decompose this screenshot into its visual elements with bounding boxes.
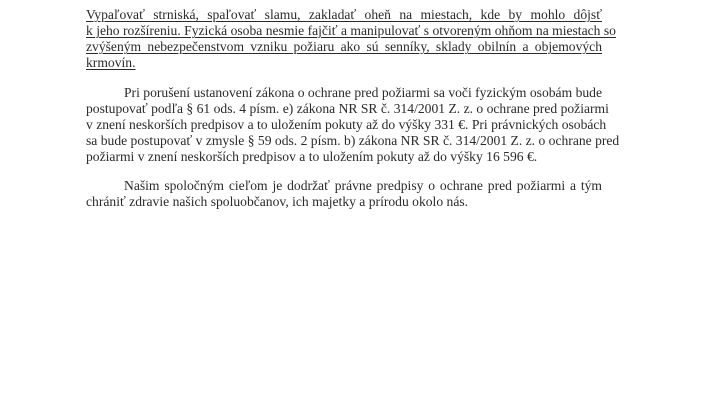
paragraph-line: chrániť zdravie našich spoluobčanov, ich majetky a prírodu okolo nás. — [86, 194, 469, 209]
paragraph-line: k jeho rozšíreniu. Fyzická osoba nesmie fajčiť a manipulovať s otvoreným ohňom na miestach so — [86, 23, 616, 38]
paragraph-line: zvýšeným nebezpečenstvom vzniku požiaru ako sú senníky, sklady obilnín a objemových — [86, 39, 602, 54]
paragraph-line: sa bude postupovať v zmysle § 59 ods. 2 písm. b) zákona NR SR č. 314/2001 Z. z. o ochrane pred — [86, 133, 620, 148]
paragraph-line: Našim spoločným cieľom je dodržať právne predpisy o ochrane pred požiarmi a tým — [124, 178, 602, 193]
paragraph-line: postupovať podľa § 61 ods. 4 písm. e) zákona NR SR č. 314/2001 Z. z. o ochrane pred požiarmi — [86, 101, 609, 116]
paragraph-line: v znení neskorších predpisov a to uložením pokuty až do výšky 331 €. Pri právnických osobách — [86, 117, 607, 132]
paragraph-line: požiarmi v znení neskorších predpisov a to uložením pokuty až do výšky 16 596 €. — [86, 149, 538, 164]
penalties-paragraph — [86, 85, 620, 165]
goal-paragraph — [86, 178, 602, 210]
fire-warning-paragraph — [86, 7, 616, 71]
paragraph-line: Vypaľovať strniská, spaľovať slamu, zakladať oheň na miestach, kde by mohlo dôjsť — [86, 7, 602, 22]
paragraph-line: krmovín. — [86, 55, 136, 70]
paragraph-line: Pri porušení ustanovení zákona o ochrane pred požiarmi sa voči fyzickým osobám bude — [124, 85, 602, 100]
